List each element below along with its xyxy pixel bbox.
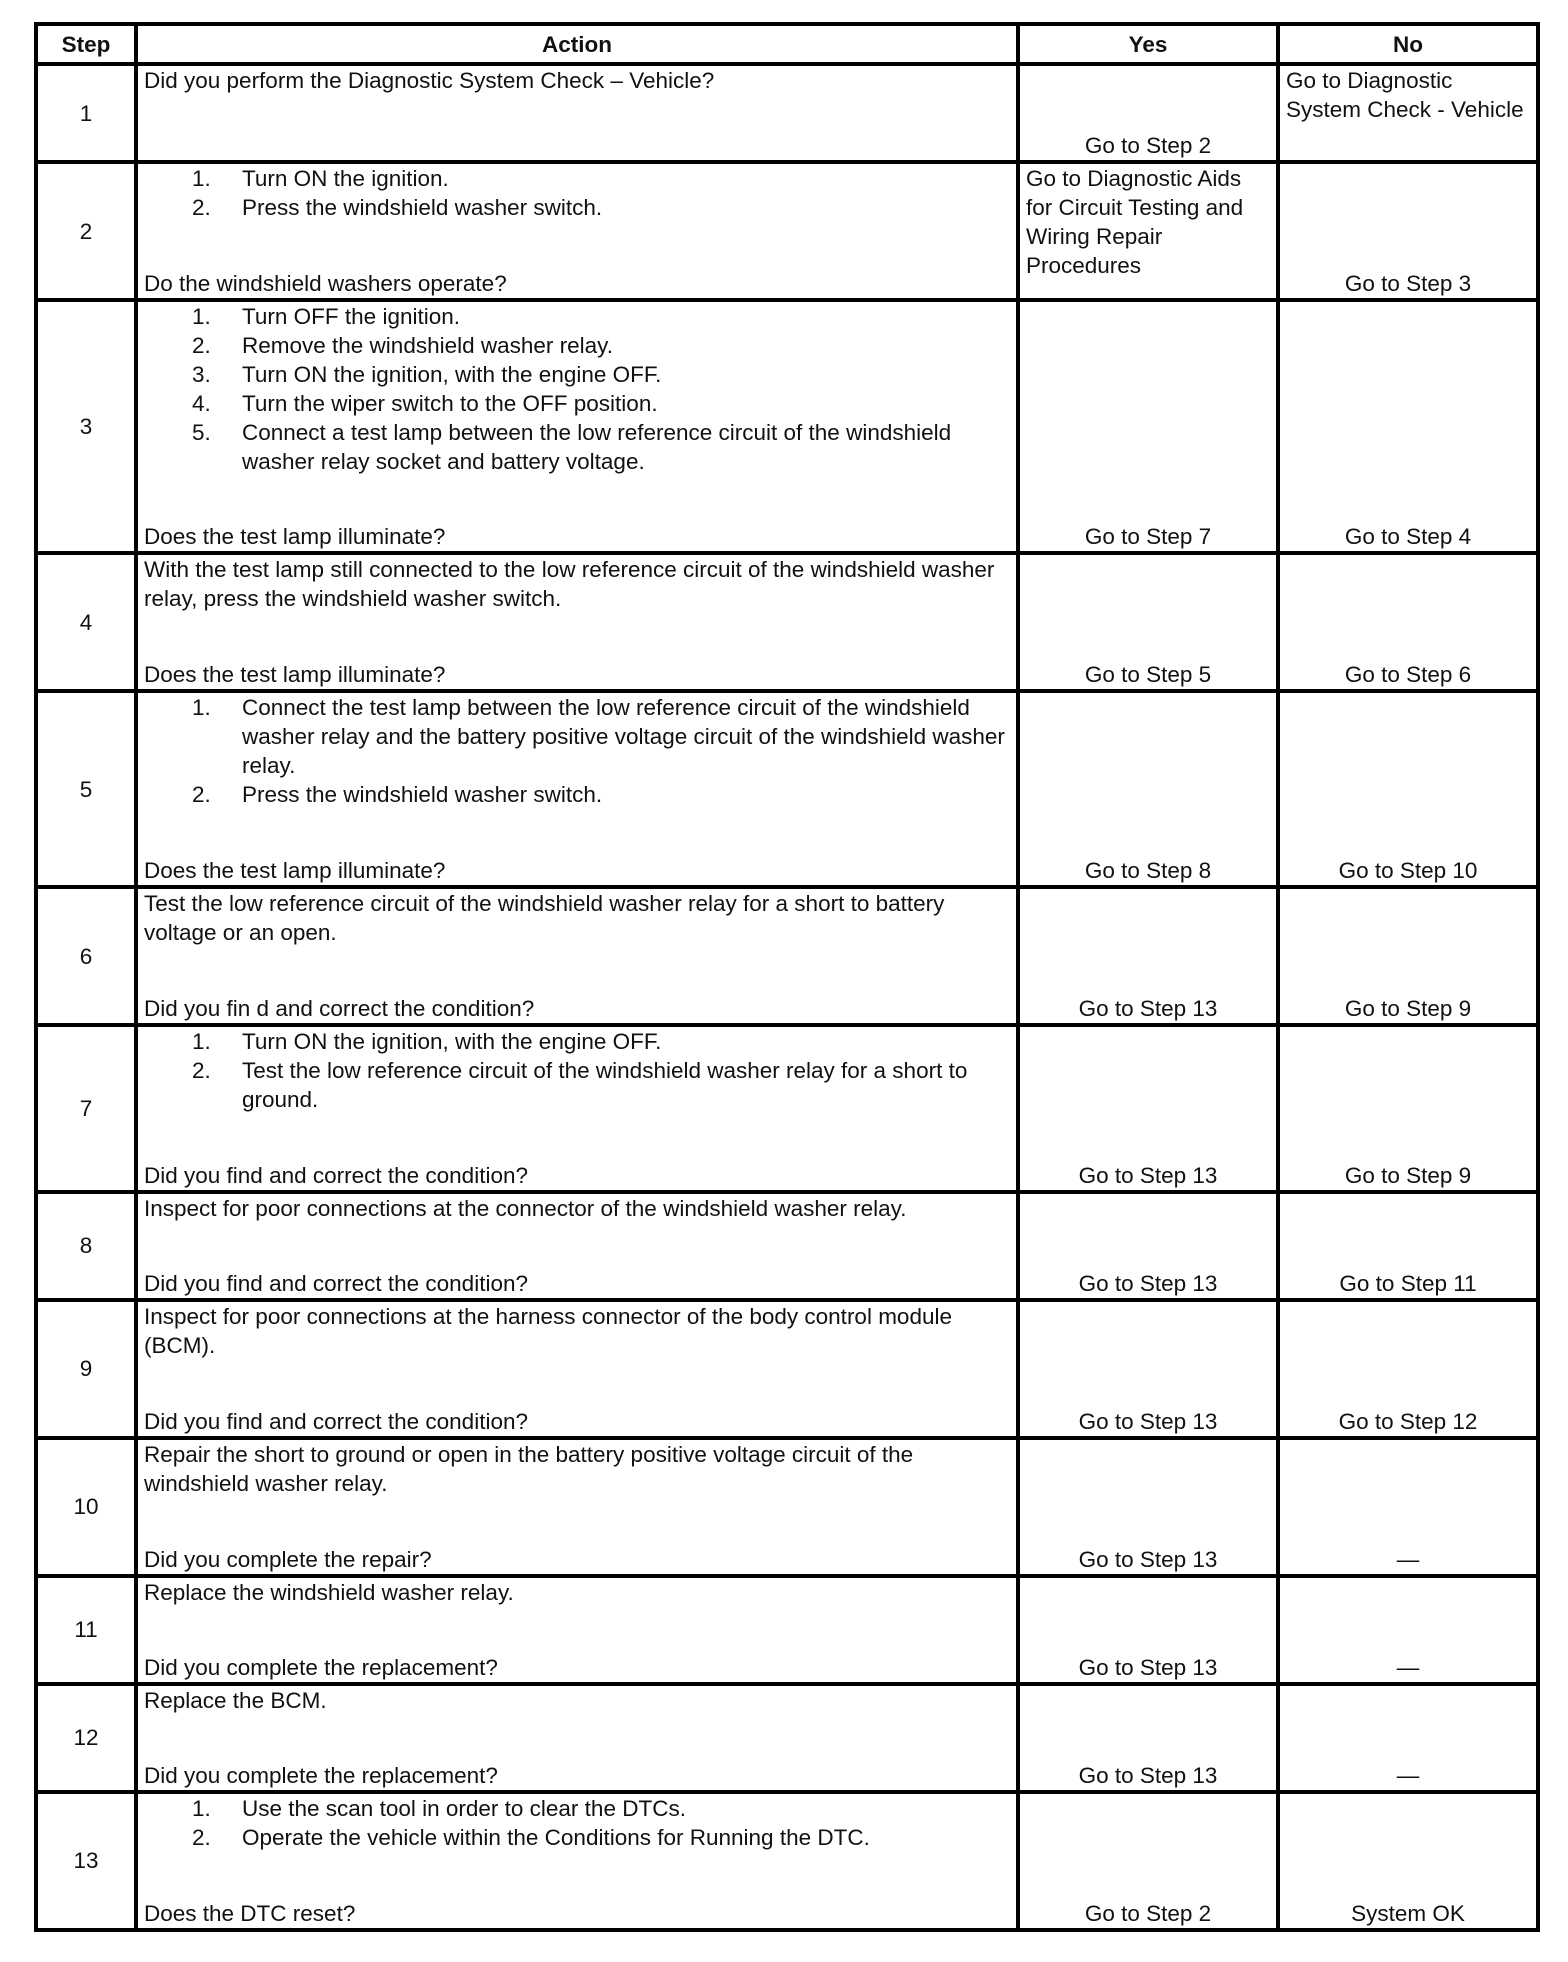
no-result-text: Go to Step 10	[1338, 858, 1478, 884]
no-result-text: Go to Step 6	[1344, 662, 1472, 688]
action-instruction: Inspect for poor connections at the connector of the windshield washer relay.	[144, 1195, 907, 1221]
step-number: 13	[36, 1792, 136, 1930]
action-cell	[136, 553, 1018, 691]
action-substeps	[144, 693, 1010, 809]
table-row	[36, 1684, 1538, 1792]
substep-item	[144, 389, 1010, 418]
table-row	[36, 300, 1538, 553]
substep-text: Operate the vehicle within the Conditions for Running the DTC.	[242, 1824, 870, 1850]
substep-text: Turn OFF the ignition.	[242, 304, 461, 330]
yes-result	[1018, 1792, 1278, 1930]
action-cell	[136, 64, 1018, 162]
yes-result	[1018, 1025, 1278, 1191]
substep-item	[144, 193, 1010, 222]
action-substeps	[144, 164, 1010, 222]
action-cell	[136, 1684, 1018, 1792]
table-row	[36, 1438, 1538, 1576]
yes-result-text: Go to Step 13	[1078, 1408, 1218, 1434]
action-question: Did you complete the repair?	[144, 1546, 432, 1572]
action-question: Did you complete the replacement?	[144, 1654, 498, 1680]
substep-item	[144, 1823, 1010, 1852]
action-question: Does the test lamp illuminate?	[144, 524, 446, 550]
step-number: 10	[36, 1438, 136, 1576]
header-no: No	[1278, 24, 1538, 64]
yes-result	[1018, 1192, 1278, 1300]
diagnostic-table	[34, 22, 1540, 1932]
substep-number: 3.	[192, 362, 211, 388]
yes-result-text: Go to Step 13	[1078, 1162, 1218, 1188]
substep-number: 1.	[192, 695, 211, 721]
substep-item	[144, 418, 1010, 476]
no-result	[1278, 162, 1538, 300]
action-cell	[136, 1792, 1018, 1930]
table-row	[36, 1792, 1538, 1930]
no-result-text: —	[1396, 1762, 1420, 1788]
step-number: 12	[36, 1684, 136, 1792]
yes-result	[1018, 691, 1278, 887]
no-result-text: —	[1396, 1654, 1420, 1680]
no-result-text: —	[1396, 1546, 1420, 1572]
yes-result	[1018, 1438, 1278, 1576]
substep-text: Press the windshield washer switch.	[242, 782, 603, 808]
action-question: Does the test lamp illuminate?	[144, 858, 446, 884]
action-cell	[136, 887, 1018, 1025]
no-result-text: System OK	[1351, 1901, 1465, 1926]
action-question: Does the test lamp illuminate?	[144, 662, 446, 688]
table-row	[36, 887, 1538, 1025]
no-result-text: Go to Step 11	[1339, 1270, 1477, 1296]
substep-number: 5.	[192, 420, 211, 446]
header-yes: Yes	[1018, 24, 1278, 64]
substep-item	[144, 1027, 1010, 1056]
action-instruction: Repair the short to ground or open in the battery positive voltage circuit of the windshield washer relay.	[144, 1441, 914, 1496]
substep-number: 2.	[192, 195, 211, 221]
action-substeps	[144, 1027, 1010, 1114]
substep-number: 4.	[192, 391, 211, 417]
yes-result-text: Go to Step 13	[1078, 1546, 1218, 1572]
action-cell	[136, 691, 1018, 887]
action-cell	[136, 1025, 1018, 1191]
header-row	[36, 24, 1538, 64]
substep-text: Turn ON the ignition, with the engine OFF.	[242, 362, 662, 388]
step-number: 1	[36, 64, 136, 162]
yes-result	[1018, 1684, 1278, 1792]
yes-result-text: Go to Diagnostic Aids for Circuit Testing and Wiring Repair Procedures	[1026, 166, 1244, 279]
yes-result-text: Go to Step 13	[1078, 996, 1218, 1022]
no-result	[1278, 1192, 1538, 1300]
substep-text: Remove the windshield washer relay.	[242, 333, 614, 359]
substep-number: 1.	[192, 166, 211, 192]
step-number: 6	[36, 887, 136, 1025]
action-instruction: Did you perform the Diagnostic System Check – Vehicle?	[144, 68, 715, 93]
no-result	[1278, 64, 1538, 162]
yes-result-text: Go to Step 8	[1084, 858, 1212, 884]
yes-result	[1018, 1300, 1278, 1438]
step-number: 3	[36, 300, 136, 553]
no-result-text: Go to Step 4	[1344, 524, 1472, 550]
yes-result	[1018, 64, 1278, 162]
action-cell	[136, 1576, 1018, 1684]
action-instruction: Inspect for poor connections at the harness connector of the body control module (BCM).	[144, 1303, 952, 1358]
yes-result	[1018, 1576, 1278, 1684]
action-cell	[136, 162, 1018, 300]
header-step: Step	[36, 24, 136, 64]
action-instruction: Replace the windshield washer relay.	[144, 1579, 514, 1605]
action-instruction: Replace the BCM.	[144, 1687, 327, 1713]
step-number: 9	[36, 1300, 136, 1438]
substep-text: Turn the wiper switch to the OFF position.	[242, 391, 658, 417]
substep-item	[144, 1056, 1010, 1114]
yes-result-text: Go to Step 2	[1084, 1901, 1212, 1926]
no-result	[1278, 1438, 1538, 1576]
substep-text: Connect the test lamp between the low reference circuit of the windshield washer relay and the battery positive voltage circuit of the windshield washer relay.	[242, 695, 1005, 779]
step-number: 4	[36, 553, 136, 691]
substep-number: 2.	[192, 782, 211, 808]
substep-number: 1.	[192, 1029, 211, 1055]
substep-text: Press the windshield washer switch.	[242, 195, 603, 221]
action-cell	[136, 300, 1018, 553]
table-row	[36, 691, 1538, 887]
no-result	[1278, 1025, 1538, 1191]
table-row	[36, 162, 1538, 300]
no-result	[1278, 887, 1538, 1025]
yes-result-text: Go to Step 13	[1078, 1762, 1218, 1788]
substep-number: 2.	[192, 1058, 211, 1084]
action-question: Did you find and correct the condition?	[144, 1270, 528, 1296]
action-cell	[136, 1192, 1018, 1300]
substep-item	[144, 331, 1010, 360]
substep-text: Use the scan tool in order to clear the DTCs.	[242, 1795, 686, 1821]
no-result	[1278, 1792, 1538, 1930]
substep-text: Turn ON the ignition, with the engine OFF.	[242, 1029, 662, 1055]
action-question: Did you fin d and correct the condition?	[144, 996, 535, 1022]
substep-text: Connect a test lamp between the low reference circuit of the windshield washer relay socket and battery voltage.	[242, 420, 952, 475]
action-instruction: Test the low reference circuit of the windshield washer relay for a short to battery voltage or an open.	[144, 891, 945, 946]
action-question: Did you find and correct the condition?	[144, 1162, 528, 1188]
no-result-text: Go to Step 3	[1344, 271, 1472, 297]
action-substeps	[144, 1794, 1010, 1852]
step-number: 2	[36, 162, 136, 300]
table-row	[36, 553, 1538, 691]
substep-item	[144, 302, 1010, 331]
no-result	[1278, 553, 1538, 691]
substep-item	[144, 164, 1010, 193]
action-question: Does the DTC reset?	[144, 1901, 356, 1926]
substep-item	[144, 360, 1010, 389]
yes-result	[1018, 553, 1278, 691]
yes-result-text: Go to Step 7	[1084, 524, 1212, 550]
no-result-text: Go to Diagnostic System Check - Vehicle	[1286, 68, 1524, 122]
step-number: 5	[36, 691, 136, 887]
step-number: 7	[36, 1025, 136, 1191]
substep-number: 2.	[192, 1824, 211, 1850]
table-row	[36, 1192, 1538, 1300]
yes-result-text: Go to Step 2	[1084, 133, 1212, 159]
table-row	[36, 1300, 1538, 1438]
step-number: 11	[36, 1576, 136, 1684]
action-cell	[136, 1438, 1018, 1576]
no-result	[1278, 1684, 1538, 1792]
substep-number: 1.	[192, 304, 211, 330]
no-result	[1278, 1576, 1538, 1684]
table-row	[36, 1576, 1538, 1684]
yes-result	[1018, 300, 1278, 553]
no-result-text: Go to Step 12	[1338, 1408, 1478, 1434]
yes-result	[1018, 887, 1278, 1025]
action-question: Did you complete the replacement?	[144, 1762, 498, 1788]
no-result	[1278, 300, 1538, 553]
substep-item	[144, 693, 1010, 780]
action-question: Do the windshield washers operate?	[144, 271, 507, 297]
no-result-text: Go to Step 9	[1344, 996, 1472, 1022]
substep-item	[144, 780, 1010, 809]
no-result-text: Go to Step 9	[1344, 1162, 1472, 1188]
action-substeps	[144, 302, 1010, 476]
yes-result-text: Go to Step 5	[1084, 662, 1212, 688]
no-result	[1278, 691, 1538, 887]
yes-result	[1018, 162, 1278, 300]
table-row	[36, 1025, 1538, 1191]
no-result	[1278, 1300, 1538, 1438]
yes-result-text: Go to Step 13	[1078, 1270, 1218, 1296]
step-number: 8	[36, 1192, 136, 1300]
substep-text: Turn ON the ignition.	[242, 166, 449, 192]
action-cell	[136, 1300, 1018, 1438]
substep-text: Test the low reference circuit of the windshield washer relay for a short to ground.	[242, 1058, 968, 1113]
action-instruction: With the test lamp still connected to the low reference circuit of the windshield washer relay, press the windshield washer switch.	[144, 557, 995, 612]
substep-number: 1.	[192, 1795, 211, 1821]
action-question: Did you find and correct the condition?	[144, 1408, 528, 1434]
substep-item	[144, 1794, 1010, 1823]
substep-number: 2.	[192, 333, 211, 359]
header-action: Action	[136, 24, 1018, 64]
yes-result-text: Go to Step 13	[1078, 1654, 1218, 1680]
table-row	[36, 64, 1538, 162]
